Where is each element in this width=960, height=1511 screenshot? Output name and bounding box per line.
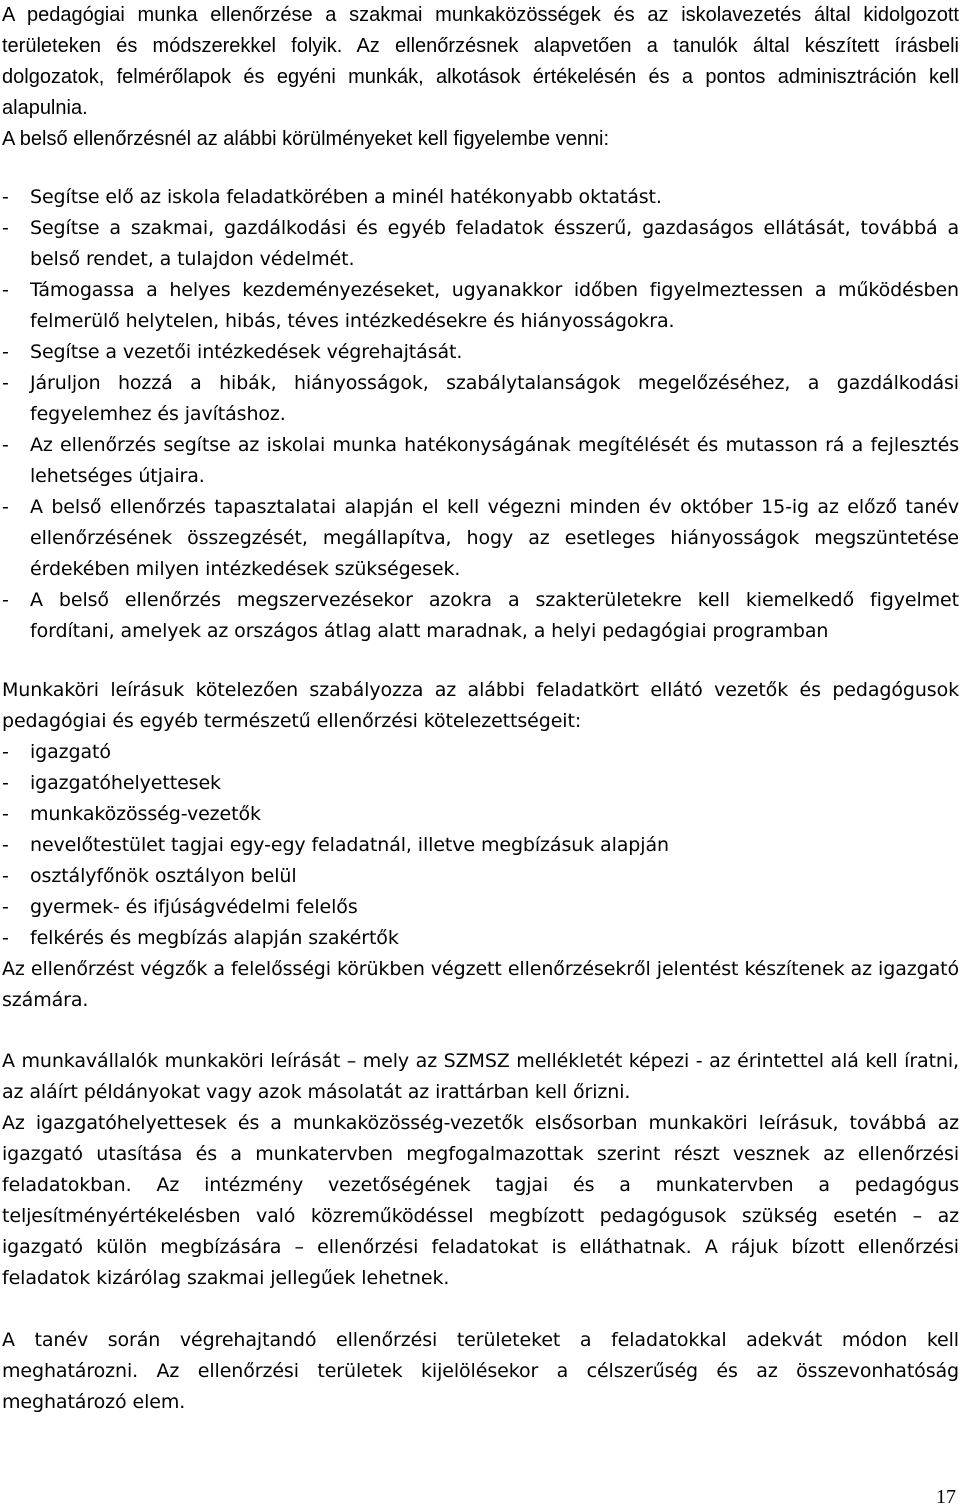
list-item: - igazgató	[2, 737, 959, 768]
list-item: - A belső ellenőrzés tapasztalatai alapján el kell végezni minden év október 15-ig az előző tanév ellenőrzésének összegzését, megállapítva, hogy az esetleges hiányosságok megszüntetése érdekében milyen intézkedések szükségesek.	[2, 492, 959, 585]
list-item: - Segítse elő az iskola feladatkörében a minél hatékonyabb oktatást.	[2, 182, 959, 213]
list-item: - osztályfőnök osztályon belül	[2, 861, 959, 892]
list-item: - Az ellenőrzés segítse az iskolai munka hatékonyságának megítélését és mutasson rá a fejlesztés lehetséges útjaira.	[2, 430, 959, 492]
roles-intro: Munkaköri leírásuk kötelezően szabályozza az alábbi feladatkört ellátó vezetők és pedagógusok pedagógiai és egyéb természetű ellenőrzési kötelezettségeit:	[2, 679, 959, 732]
list-item: - gyermek- és ifjúságvédelmi felelős	[2, 892, 959, 923]
list-item: - Segítse a szakmai, gazdálkodási és egyéb feladatok ésszerű, gazdaságos ellátását, továbbá a belső rendet, a tulajdon védelmét.	[2, 213, 959, 275]
list-item: - A belső ellenőrzés megszervezésekor azokra a szakterületekre kell kiemelkedő figyelmet fordítani, amelyek az országos átlag alatt maradnak, a helyi pedagógiai programban	[2, 585, 959, 647]
intro-paragraph: A pedagógiai munka ellenőrzése a szakmai munkaközösségek és az iskolavezetés által kidolgozott területeken és módszerekkel folyik. Az ellenőrzésnek alapvetően a tanulók által készített írásbeli dolgozatok, felmérőlapok és egyéni munkák, alkotások értékelésén és a pontos adminisztráción kell alapulnia.	[2, 4, 959, 119]
considerations-list	[2, 182, 959, 647]
roles-list	[2, 737, 959, 954]
list-item: - felkérés és megbízás alapján szakértők	[2, 923, 959, 954]
deputies-paragraph: Az igazgatóhelyettesek és a munkaközösség-vezetők elsősorban munkaköri leírásuk, továbbá az igazgató utasítása és a munkatervben megfogalmazottak szerint részt vesznek az ellenőrzési feladatokban. Az intézmény vezetőségének tagjai és a munkatervben a pedagógus teljesítményértékelésben való közreműködéssel megbízott pedagógusok szükség esetén – az igazgató külön megbízására – ellenőrzési feladatokat is elláthatnak. A rájuk bízott ellenőrzési feladatok kizárólag szakmai jellegűek lehetnek.	[2, 1112, 959, 1289]
list-item: - munkaközösség-vezetők	[2, 799, 959, 830]
list-item: - Járuljon hozzá a hibák, hiányosságok, szabálytalanságok megelőzéséhez, a gazdálkodási fegyelemhez és javításhoz.	[2, 368, 959, 430]
job-description-paragraph: A munkavállalók munkaköri leírását – mely az SZMSZ mellékletét képezi - az érintettel alá kell íratni, az aláírt példányokat vagy azok másolatát az irattárban kell őrizni.	[2, 1050, 959, 1103]
list-item: - Segítse a vezetői intézkedések végrehajtását.	[2, 337, 959, 368]
list-item: - nevelőtestület tagjai egy-egy feladatnál, illetve megbízásuk alapján	[2, 830, 959, 861]
page-number: 17	[936, 1486, 956, 1508]
list-item: - Támogassa a helyes kezdeményezéseket, ugyanakkor időben figyelmeztessen a működésben felmerülő helytelen, hibás, téves intézkedésekre és hiányosságokra.	[2, 275, 959, 337]
list-item: - igazgatóhelyettesek	[2, 768, 959, 799]
final-paragraph: A tanév során végrehajtandó ellenőrzési területeket a feladatokkal adekvát módon kell meghatározni. Az ellenőrzési területek kijelölésekor a célszerűség és az összevonhatóság meghatározó elem.	[2, 1329, 959, 1413]
report-note: Az ellenőrzést végzők a felelősségi körükben végzett ellenőrzésekről jelentést készítenek az igazgató számára.	[2, 958, 959, 1011]
internal-control-lead: A belső ellenőrzésnél az alábbi körülményeket kell figyelembe venni:	[2, 128, 610, 150]
